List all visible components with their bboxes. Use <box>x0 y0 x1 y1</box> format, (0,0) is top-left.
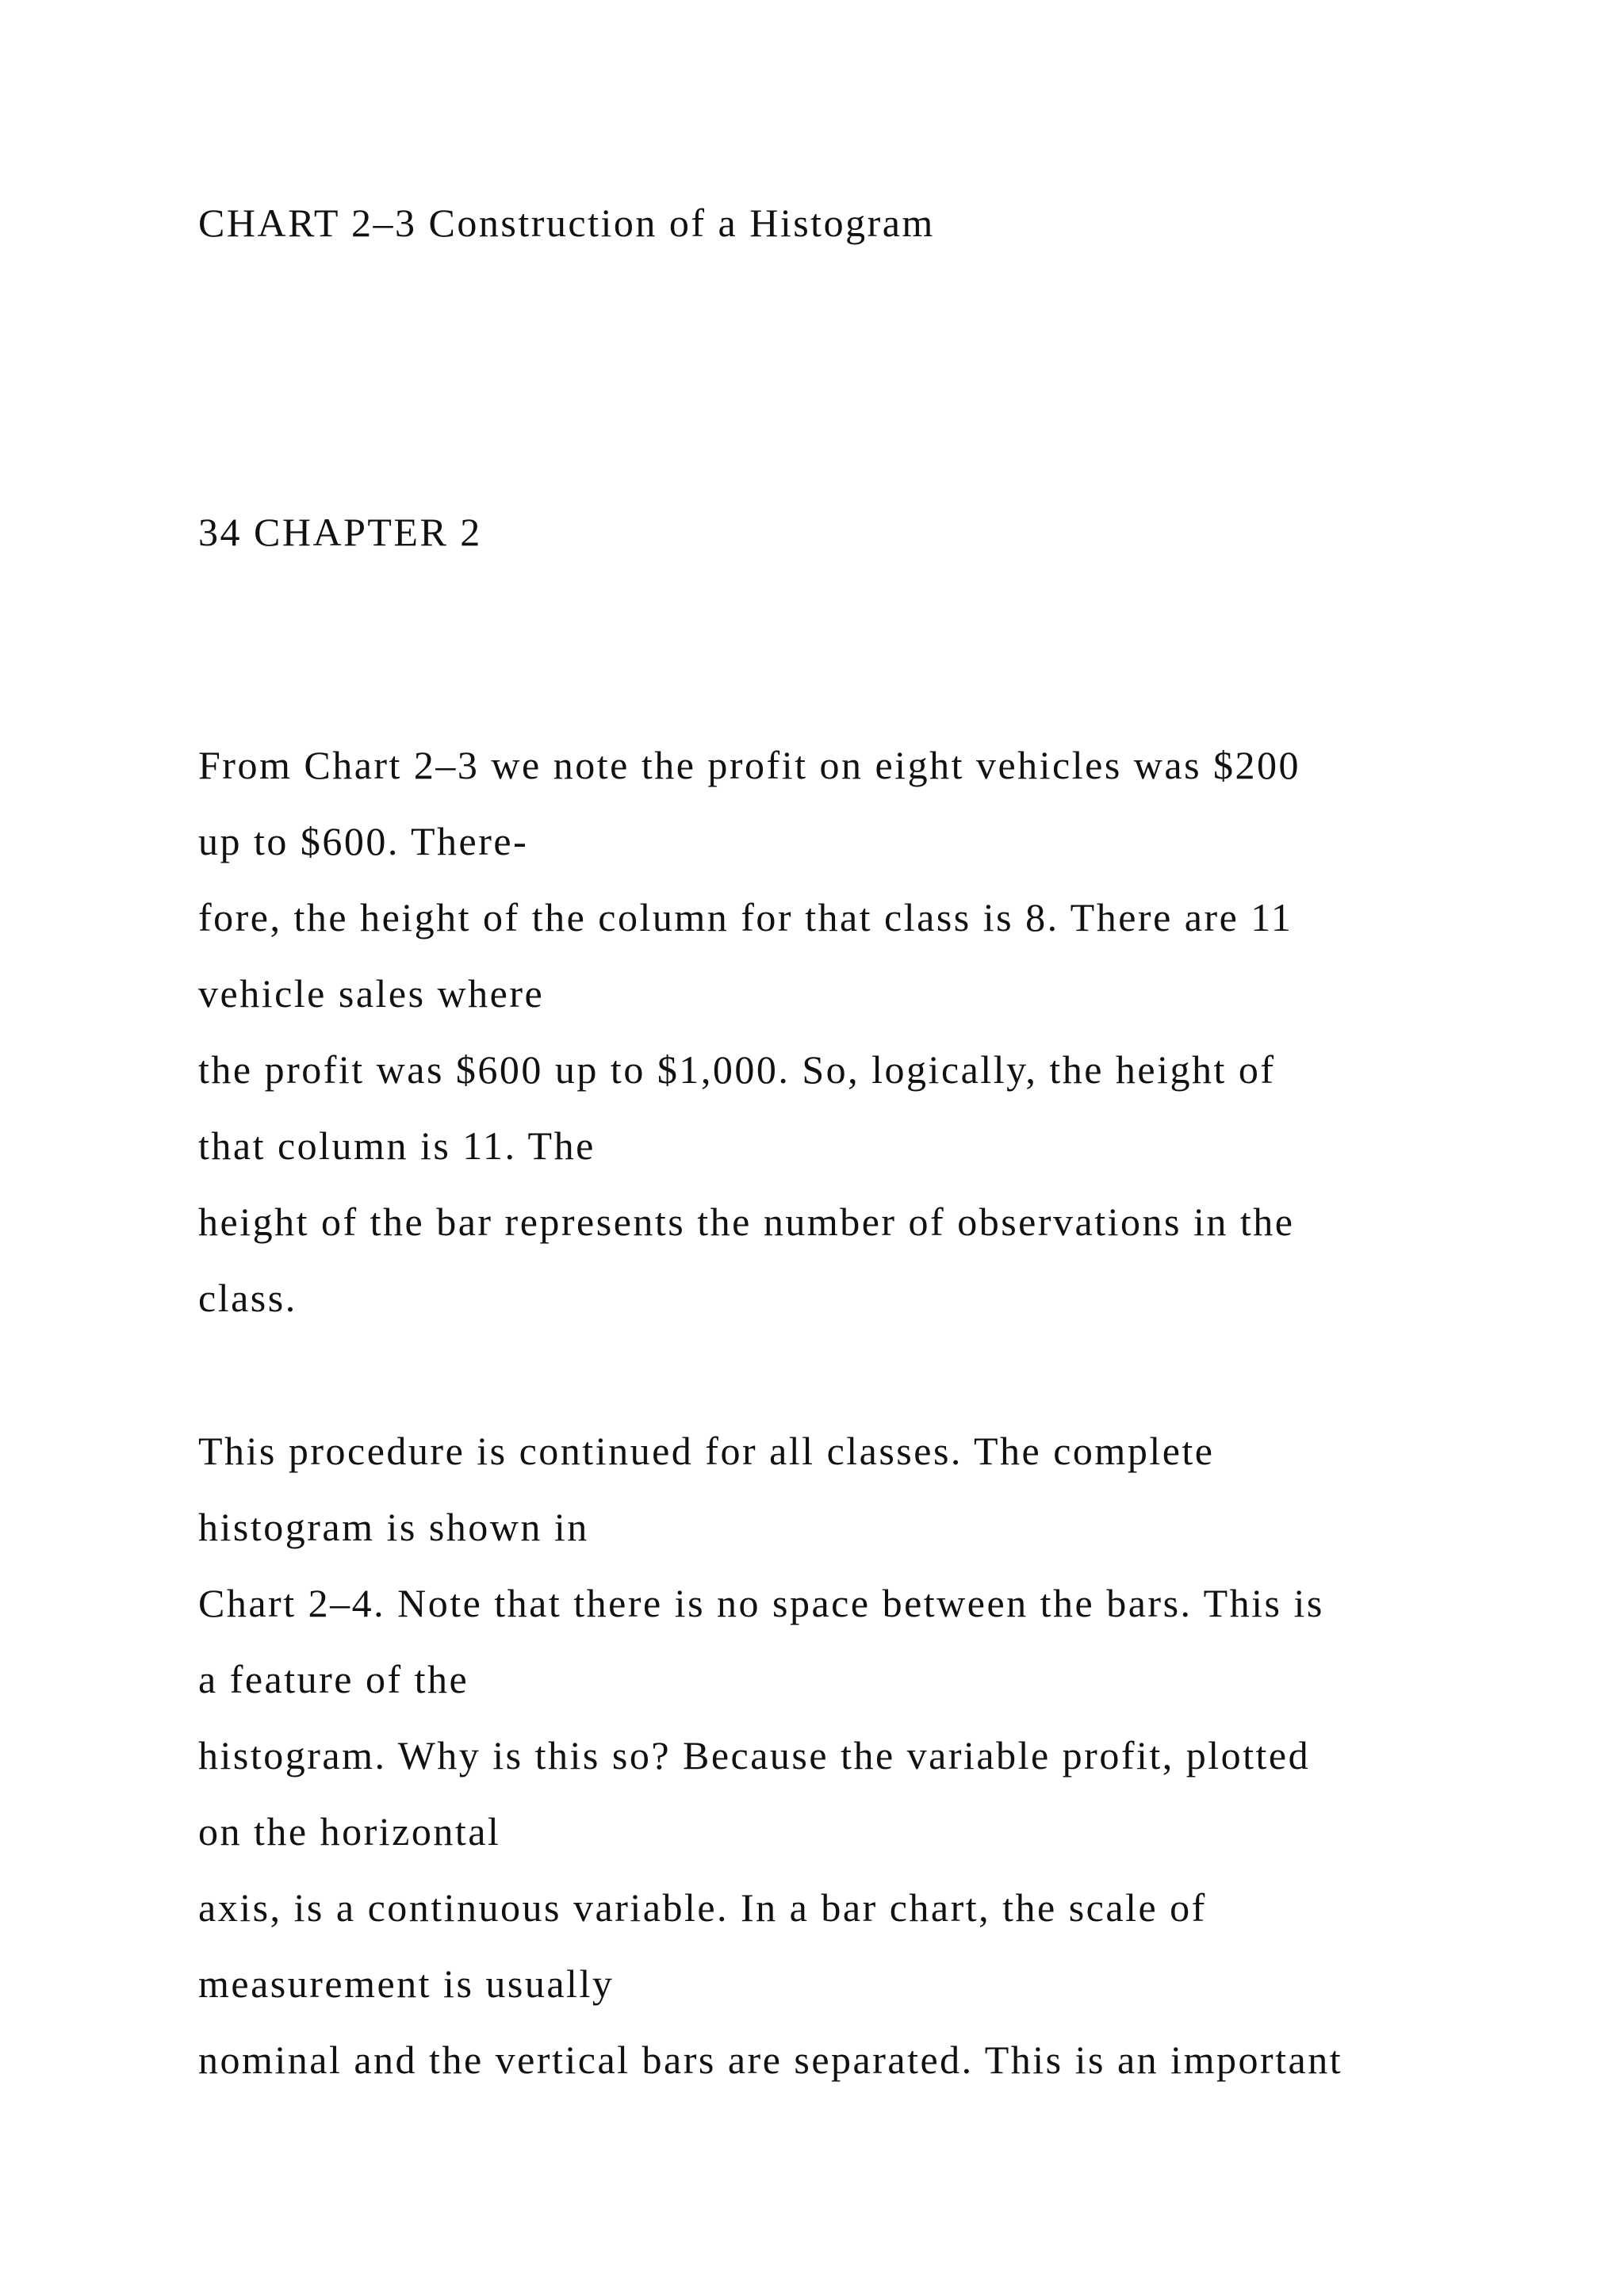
paragraph-line: This procedure is continued for all classes. The complete <box>198 1429 1215 1473</box>
paragraph-line: height of the bar represents the number of observations in the <box>198 1200 1295 1244</box>
chart-caption: CHART 2–3 Construction of a Histogram <box>198 201 935 245</box>
paragraph-line: up to $600. There- <box>198 819 529 863</box>
paragraph-line: nominal and the vertical bars are separated. This is an important <box>198 2038 1343 2082</box>
paragraph-line: on the horizontal <box>198 1809 501 1854</box>
paragraph-line: class. <box>198 1276 297 1320</box>
paragraph-line: axis, is a continuous variable. In a bar chart, the scale of <box>198 1885 1207 1930</box>
paragraph-line: Chart 2–4. Note that there is no space between the bars. This is <box>198 1581 1324 1625</box>
paragraph-line: that column is 11. The <box>198 1123 596 1168</box>
paragraph-line: From Chart 2–3 we note the profit on eight vehicles was $200 <box>198 743 1301 787</box>
paragraph-line: the profit was $600 up to $1,000. So, logically, the height of <box>198 1047 1276 1092</box>
paragraph-line: fore, the height of the column for that class is 8. There are 11 <box>198 895 1293 939</box>
paragraph-line: histogram. Why is this so? Because the variable profit, plotted <box>198 1733 1311 1777</box>
paragraph-line: vehicle sales where <box>198 971 545 1016</box>
paragraph-line: histogram is shown in <box>198 1505 589 1549</box>
paragraph-line: a feature of the <box>198 1657 469 1701</box>
page-header: 34 CHAPTER 2 <box>198 510 482 554</box>
paragraph-line: measurement is usually <box>198 1961 615 2006</box>
